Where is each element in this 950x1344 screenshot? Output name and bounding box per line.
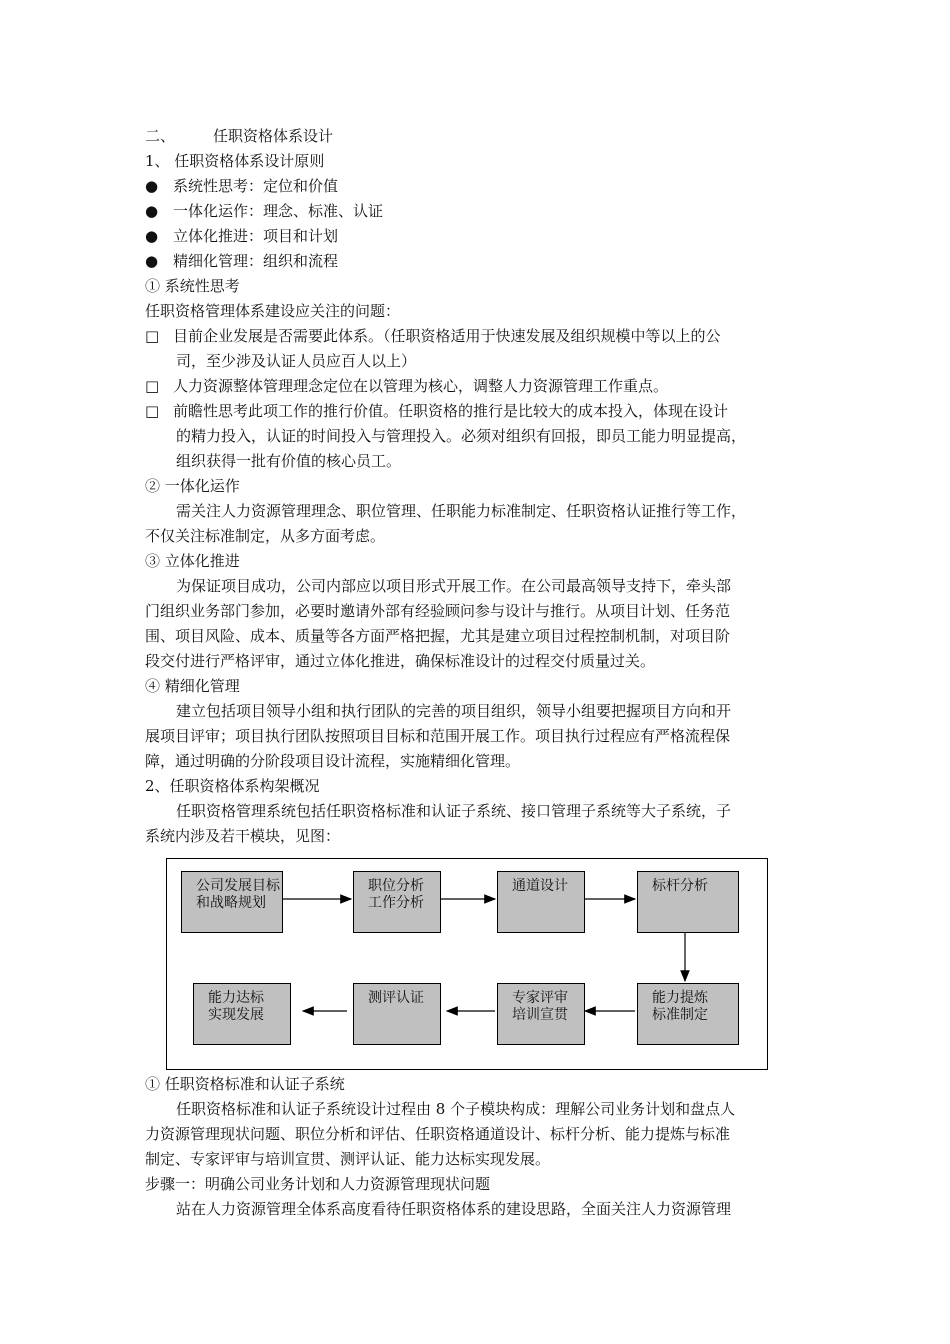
process-flow-diagram bbox=[166, 858, 768, 1070]
section-title: 任职资格体系设计 bbox=[213, 127, 334, 145]
bullet-icon: ● bbox=[145, 252, 159, 270]
paragraph-line: 制定、专家评审与培训宣贯、测评认证、能力达标实现发展。 bbox=[145, 1150, 551, 1168]
paragraph-line: 建立包括项目领导小组和执行团队的完善的项目组织，领导小组要把握项目方向和开 bbox=[176, 702, 732, 720]
node-strategy: 公司发展目标 和战略规划 bbox=[181, 871, 283, 933]
node-position-analysis: 职位分析 工作分析 bbox=[353, 871, 441, 933]
paragraph-line: 为保证项目成功，公司内部应以项目形式开展工作。在公司最高领导支持下，牵头部 bbox=[176, 577, 732, 595]
paragraph-line: 障，通过明确的分阶段项目设计流程，实施精细化管理。 bbox=[145, 752, 521, 770]
principle-item: ● 系统性思考：定位和价值 bbox=[145, 177, 339, 195]
subsystem-heading: ① 任职资格标准和认证子系统 bbox=[145, 1075, 345, 1093]
checkbox-icon: □ bbox=[145, 402, 160, 420]
bullet-icon: ● bbox=[145, 227, 159, 245]
node-achievement: 能力达标 实现发展 bbox=[193, 983, 291, 1045]
checkbox-item-cont: 司，至少涉及认证人员应百人以上） bbox=[176, 352, 417, 370]
refined-heading: ④ 精细化管理 bbox=[145, 677, 240, 695]
paragraph-line: 任职资格管理系统包括任职资格标准和认证子系统、接口管理子系统等大子系统，子 bbox=[176, 802, 732, 820]
dimensional-heading: ③ 立体化推进 bbox=[145, 552, 240, 570]
bullet-icon: ● bbox=[145, 177, 159, 195]
checkbox-icon: □ bbox=[145, 377, 160, 395]
integrated-heading: ② 一体化运作 bbox=[145, 477, 240, 495]
node-channel-design: 通道设计 bbox=[497, 871, 585, 933]
paragraph-line: 站在人力资源管理全体系高度看待任职资格体系的建设思路，全面关注人力资源管理 bbox=[176, 1200, 732, 1218]
section-heading bbox=[145, 127, 333, 145]
paragraph-line: 任职资格标准和认证子系统设计过程由 8 个子模块构成：理解公司业务计划和盘点人 bbox=[176, 1100, 736, 1118]
node-capability-standard: 能力提炼 标准制定 bbox=[637, 983, 739, 1045]
paragraph-line: 不仅关注标准制定，从多方面考虑。 bbox=[145, 527, 386, 545]
paragraph-line: 系统内涉及若干模块，见图： bbox=[145, 827, 341, 845]
checkbox-item: □ 目前企业发展是否需要此体系。（任职资格适用于快速发展及组织规模中等以上的公 bbox=[145, 327, 721, 345]
checkbox-icon: □ bbox=[145, 327, 160, 345]
node-benchmark: 标杆分析 bbox=[637, 871, 739, 933]
principles-heading: 1、 任职资格体系设计原则 bbox=[145, 152, 325, 170]
bullet-icon: ● bbox=[145, 202, 159, 220]
node-assessment: 测评认证 bbox=[353, 983, 441, 1045]
paragraph-line: 门组织业务部门参加，必要时邀请外部有经验顾问参与设计与推行。从项目计划、任务范 bbox=[145, 602, 731, 620]
section-number: 二、 bbox=[145, 127, 176, 145]
checkbox-item-cont: 组织获得一批有价值的核心员工。 bbox=[176, 452, 402, 470]
checkbox-item: □ 人力资源整体管理理念定位在以管理为核心，调整人力资源管理工作重点。 bbox=[145, 377, 669, 395]
principle-item: ● 精细化管理：组织和流程 bbox=[145, 252, 339, 270]
paragraph-line: 力资源管理现状问题、职位分析和评估、任职资格通道设计、标杆分析、能力提炼与标准 bbox=[145, 1125, 731, 1143]
checkbox-item: □ 前瞻性思考此项工作的推行价值。任职资格的推行是比较大的成本投入，体现在设计 bbox=[145, 402, 729, 420]
paragraph-line: 需关注人力资源管理理念、职位管理、任职能力标准制定、任职资格认证推行等工作， bbox=[176, 502, 747, 520]
checkbox-item-cont: 的精力投入，认证的时间投入与管理投入。必须对组织有回报，即员工能力明显提高， bbox=[176, 427, 747, 445]
node-expert-review: 专家评审 培训宣贯 bbox=[497, 983, 585, 1045]
paragraph-line: 围、项目风险、成本、质量等各方面严格把握，尤其是建立项目过程控制机制，对项目阶 bbox=[145, 627, 731, 645]
systematic-heading: ① 系统性思考 bbox=[145, 277, 240, 295]
step1-heading: 步骤一：明确公司业务计划和人力资源管理现状问题 bbox=[145, 1175, 491, 1193]
paragraph-line: 展项目评审；项目执行团队按照项目目标和范围开展工作。项目执行过程应有严格流程保 bbox=[145, 727, 731, 745]
paragraph-line: 段交付进行严格评审，通过立体化推进，确保标准设计的过程交付质量过关。 bbox=[145, 652, 656, 670]
framework-heading: 2、任职资格体系构架概况 bbox=[145, 777, 320, 795]
principle-item: ● 一体化运作：理念、标准、认证 bbox=[145, 202, 384, 220]
principle-item: ● 立体化推进：项目和计划 bbox=[145, 227, 339, 245]
systematic-intro: 任职资格管理体系建设应关注的问题： bbox=[145, 302, 401, 320]
